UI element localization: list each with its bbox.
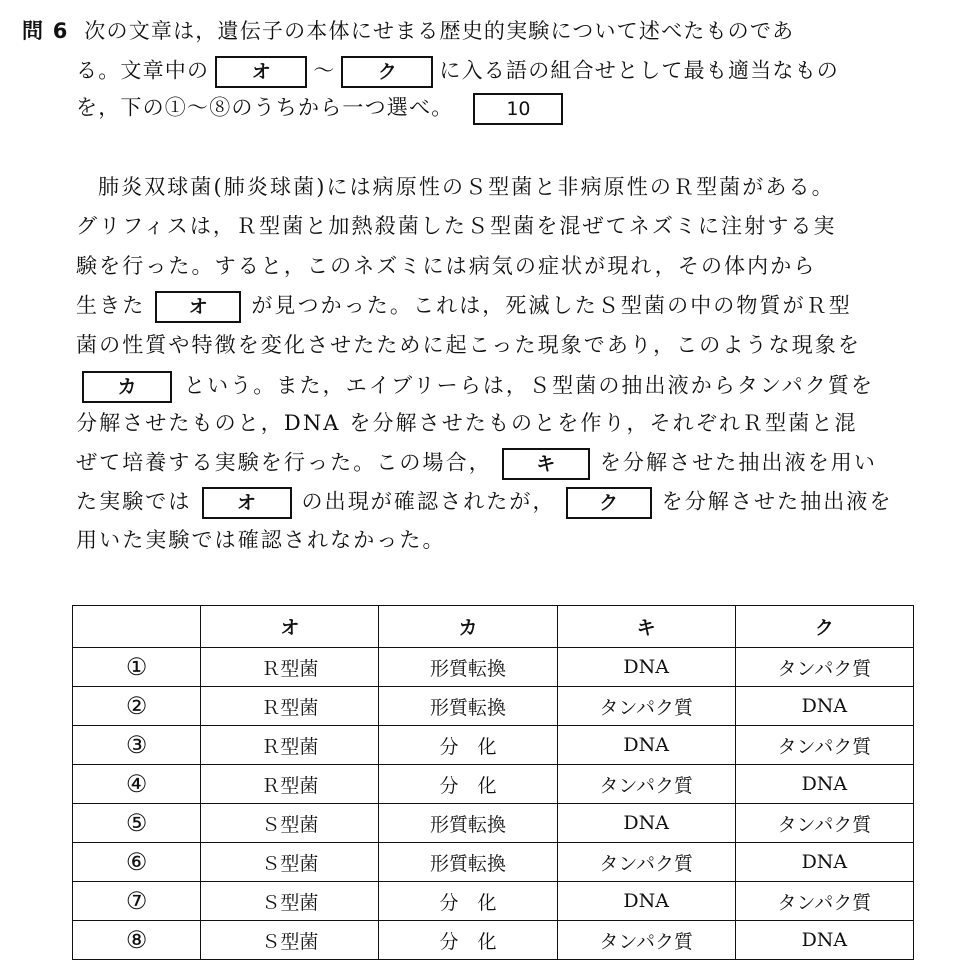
blank-box-ki: キ: [502, 448, 590, 480]
passage-text: 菌の性質や特徴を変化させたために起こった現象であり，このような現象を: [76, 333, 861, 357]
cell-o: Ｒ型菌: [201, 648, 379, 687]
cell-ka: 形質転換: [379, 687, 557, 726]
cell-o: Ｓ型菌: [201, 921, 379, 960]
cell-ka: 分 化: [379, 726, 557, 765]
passage-text: が見つかった。これは，死滅したＳ型菌の中の物質がＲ型: [251, 293, 852, 318]
passage-text: 分解させたものと，DNA を分解させたものとを作り，それぞれＲ型菌と混: [76, 411, 858, 435]
table-row: [73, 765, 914, 804]
passage-text: グリフィスは，Ｒ型菌と加熱殺菌したＳ型菌を混ぜてネズミに注射する実: [76, 214, 837, 238]
cell-ki: タンパク質: [557, 921, 735, 960]
passage-line-7: [76, 409, 858, 437]
table-row: [73, 843, 914, 882]
choice-number: ③: [73, 726, 201, 765]
table-row: [73, 726, 914, 765]
passage-text: という。また，エイブリーらは，Ｓ型菌の抽出液からタンパク質を: [184, 373, 875, 398]
question-line-2: [76, 56, 839, 88]
table-row: [73, 882, 914, 921]
choice-number: ⑤: [73, 804, 201, 843]
blank-box-o: オ: [215, 56, 307, 88]
cell-ku: DNA: [735, 765, 913, 804]
cell-o: Ｒ型菌: [201, 765, 379, 804]
cell-ku: タンパク質: [735, 804, 913, 843]
cell-ki: タンパク質: [557, 765, 735, 804]
choice-number: ①: [73, 648, 201, 687]
cell-ka: 形質転換: [379, 648, 557, 687]
blank-box-o: オ: [155, 291, 241, 323]
cell-ka: 分 化: [379, 882, 557, 921]
question-number: 問 6: [22, 19, 69, 43]
table-row: [73, 648, 914, 687]
cell-ku: タンパク質: [735, 648, 913, 687]
table-row: [73, 687, 914, 726]
cell-o: Ｓ型菌: [201, 843, 379, 882]
passage-text: ぜて培養する実験を行った。この場合，: [76, 450, 492, 475]
tilde: ～: [313, 58, 336, 83]
cell-ki: DNA: [557, 882, 735, 921]
table-header-row: [73, 606, 914, 648]
cell-ki: DNA: [557, 726, 735, 765]
table-row: [73, 804, 914, 843]
cell-ka: 分 化: [379, 765, 557, 804]
choice-number: ⑦: [73, 882, 201, 921]
table-row: [73, 921, 914, 960]
header-blank: [73, 606, 201, 648]
cell-ku: DNA: [735, 921, 913, 960]
passage-line-4: [76, 291, 852, 323]
cell-ku: タンパク質: [735, 882, 913, 921]
question-text-2b: に入る語の組合せとして最も適当なもの: [439, 58, 840, 83]
blank-box-ka: カ: [82, 371, 172, 403]
choice-number: ⑥: [73, 843, 201, 882]
blank-box-ku: ク: [566, 487, 652, 519]
question-text-1: 次の文章は，遺伝子の本体にせまる歴史的実験について述べたものであ: [84, 19, 795, 43]
header-ki: キ: [557, 606, 735, 648]
cell-ka: 分 化: [379, 921, 557, 960]
cell-o: Ｒ型菌: [201, 687, 379, 726]
blank-box-o: オ: [202, 487, 292, 519]
passage-text: た実験では: [76, 489, 192, 514]
passage-line-6: [76, 371, 874, 403]
passage-text: 肺炎双球菌(肺炎球菌)には病原性のＳ型菌と非病原性のＲ型菌がある。: [98, 175, 835, 199]
passage-line-1: [98, 173, 835, 201]
question-line-1: [22, 17, 794, 45]
header-o: オ: [201, 606, 379, 648]
cell-ki: タンパク質: [557, 843, 735, 882]
passage-text: 用いた実験では確認されなかった。: [76, 528, 446, 552]
header-ku: ク: [735, 606, 913, 648]
question-text-2a: る。文章中の: [76, 58, 210, 83]
passage-text: 生きた: [76, 293, 146, 318]
cell-ki: DNA: [557, 648, 735, 687]
choice-number: ④: [73, 765, 201, 804]
passage-text: を分解させた抽出液を: [661, 489, 893, 514]
passage-line-2: [76, 212, 837, 240]
cell-ka: 形質転換: [379, 843, 557, 882]
cell-ku: DNA: [735, 687, 913, 726]
cell-ki: DNA: [557, 804, 735, 843]
cell-o: Ｒ型菌: [201, 726, 379, 765]
cell-ku: タンパク質: [735, 726, 913, 765]
passage-line-9: [76, 487, 893, 519]
choice-number: ②: [73, 687, 201, 726]
question-line-3: [76, 93, 569, 125]
blank-box-ku: ク: [341, 56, 433, 88]
choice-number: ⑧: [73, 921, 201, 960]
cell-ki: タンパク質: [557, 687, 735, 726]
passage-line-10: [76, 526, 446, 554]
question-text-3: を，下の①～⑧のうちから一つ選べ。: [76, 95, 454, 120]
passage-text: を分解させた抽出液を用い: [599, 450, 878, 475]
passage-line-8: [76, 448, 877, 480]
cell-ku: DNA: [735, 843, 913, 882]
cell-o: Ｓ型菌: [201, 882, 379, 921]
header-ka: カ: [379, 606, 557, 648]
passage-line-5: [76, 331, 861, 359]
passage-text: の出現が確認されたが，: [301, 489, 556, 514]
answer-number-box: 10: [473, 93, 563, 125]
cell-ka: 形質転換: [379, 804, 557, 843]
cell-o: Ｓ型菌: [201, 804, 379, 843]
passage-text: 験を行った。すると，このネズミには病気の症状が現れ，その体内から: [76, 254, 817, 278]
choices-table: [72, 605, 914, 960]
passage-line-3: [76, 252, 816, 280]
